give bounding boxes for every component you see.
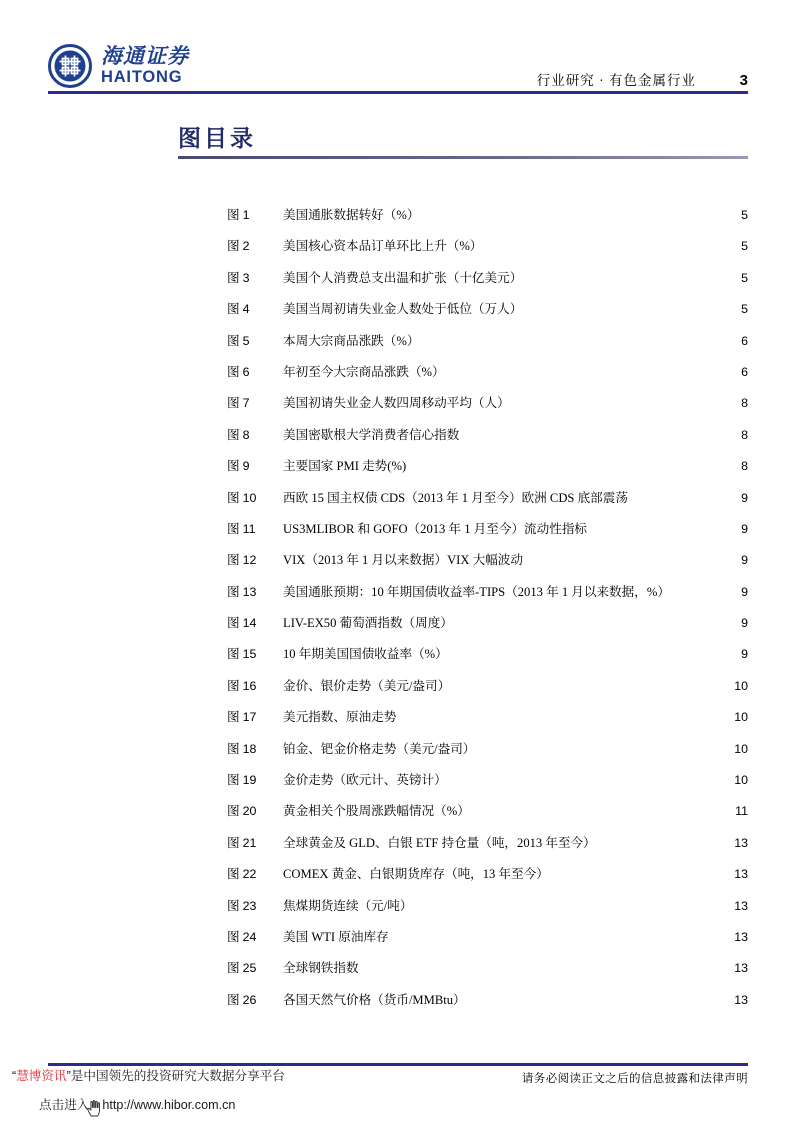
toc-entry[interactable] <box>227 545 748 576</box>
footer-watermark <box>12 1070 285 1114</box>
toc-figure-index: 22 <box>242 867 257 882</box>
toc-entry[interactable] <box>227 796 748 827</box>
toc-page-number: 9 <box>741 584 748 599</box>
watermark-brand: 慧博资讯 <box>16 1069 67 1083</box>
toc-figure-index: 19 <box>242 773 257 788</box>
toc-figure-prefix: 图 <box>227 678 240 693</box>
toc-page-number: 9 <box>741 647 748 662</box>
toc-page-number: 13 <box>734 961 748 976</box>
toc-page-number: 10 <box>734 710 748 725</box>
toc-page-number: 5 <box>741 270 748 285</box>
toc-entry-label: 美国个人消费总支出温和扩张（十亿美元） <box>283 270 523 285</box>
toc-entry-label: 铂金、钯金价格走势（美元/盎司） <box>283 741 476 756</box>
watermark-cta-label: 点击进入 <box>39 1097 90 1112</box>
logo-english-name: HAITONG <box>101 68 183 87</box>
toc-leader-dots <box>599 834 732 847</box>
toc-leader-dots <box>456 614 732 627</box>
toc-page-number: 9 <box>741 490 748 505</box>
watermark-quote-close: ” <box>66 1069 71 1083</box>
toc-entry[interactable] <box>227 765 748 796</box>
header-page-number: 3 <box>739 72 748 89</box>
toc-leader-dots <box>473 803 732 816</box>
toc-figure-prefix: 图 <box>227 992 240 1007</box>
toc-figure-index: 14 <box>242 616 257 631</box>
toc-figure-prefix: 图 <box>227 835 240 850</box>
toc-entry-label: 年初至今大宗商品涨跌（%） <box>283 364 445 379</box>
toc-figure-index: 3 <box>242 270 250 285</box>
toc-page-number: 13 <box>734 835 748 850</box>
toc-leader-dots <box>513 395 732 408</box>
toc-figure-index: 6 <box>242 364 250 379</box>
toc-leader-dots <box>590 520 732 533</box>
toc-entry[interactable] <box>227 326 748 357</box>
toc-figure-index: 18 <box>242 741 257 756</box>
toc-figure-number <box>227 420 283 451</box>
toc-entry[interactable] <box>227 859 748 890</box>
toc-figure-number <box>227 200 283 231</box>
toc-entry[interactable] <box>227 702 748 733</box>
toc-figure-index: 17 <box>242 710 257 725</box>
toc-figure-prefix: 图 <box>227 333 240 348</box>
toc-figure-number <box>227 953 283 984</box>
toc-title-block <box>178 126 748 159</box>
toc-figure-prefix: 图 <box>227 427 240 442</box>
toc-entry[interactable] <box>227 985 748 1016</box>
toc-figure-number <box>227 263 283 294</box>
toc-figure-number <box>227 577 283 608</box>
toc-entry-label: 本周大宗商品涨跌（%） <box>283 333 420 348</box>
toc-figure-prefix: 图 <box>227 553 240 568</box>
footer-disclaimer: 请务必阅读正文之后的信息披露和法律声明 <box>521 1073 748 1085</box>
toc-entry-label: VIX（2013 年 1 月以来数据）VIX 大幅波动 <box>283 553 523 568</box>
toc-figure-index: 16 <box>242 678 257 693</box>
toc-entry-label: 美国通胀预期：10 年期国债收益率-TIPS（2013 年 1 月以来数据，%） <box>283 584 670 599</box>
toc-figure-number <box>227 702 283 733</box>
toc-entry-label: 美国当周初请失业金人数处于低位（万人） <box>283 302 523 317</box>
toc-figure-index: 2 <box>242 239 250 254</box>
toc-page-number: 9 <box>741 616 748 631</box>
toc-leader-dots <box>469 991 732 1004</box>
toc-figure-number <box>227 922 283 953</box>
toc-leader-dots <box>631 489 732 502</box>
toc-figure-number <box>227 828 283 859</box>
toc-figure-number <box>227 483 283 514</box>
toc-entry[interactable] <box>227 231 748 262</box>
title-underline-rule <box>178 156 748 158</box>
toc-leader-dots <box>552 866 732 879</box>
toc-page-number: 11 <box>735 804 748 819</box>
toc-figure-prefix: 图 <box>227 239 240 254</box>
toc-page-number: 8 <box>741 396 748 411</box>
toc-figure-number <box>227 765 283 796</box>
haitong-circular-knot-emblem-icon <box>48 44 92 88</box>
toc-figure-prefix: 图 <box>227 490 240 505</box>
toc-leader-dots <box>525 269 732 282</box>
toc-page-number: 13 <box>734 992 748 1007</box>
toc-entry-label: 金价走势（欧元计、英镑计） <box>283 773 447 788</box>
toc-figure-index: 4 <box>242 302 250 317</box>
toc-figure-index: 20 <box>242 804 257 819</box>
toc-figure-index: 24 <box>242 929 257 944</box>
toc-entry-label: 全球黄金及 GLD、白银 ETF 持仓量（吨，2013 年至今） <box>283 835 596 850</box>
toc-entry-label: LIV-EX50 葡萄酒指数（周度） <box>283 616 453 631</box>
toc-figure-number <box>227 859 283 890</box>
toc-leader-dots <box>415 897 732 910</box>
toc-entry[interactable] <box>227 388 748 419</box>
toc-leader-dots <box>526 552 732 565</box>
toc-entry[interactable] <box>227 828 748 859</box>
toc-entry-label: 美国核心资本品订单环比上升（%） <box>283 239 483 254</box>
toc-page-number: 6 <box>741 364 748 379</box>
toc-leader-dots <box>392 928 732 941</box>
toc-figure-index: 12 <box>242 553 257 568</box>
toc-page-number: 8 <box>741 459 748 474</box>
toc-page-number: 5 <box>741 302 748 317</box>
company-logo <box>48 44 189 88</box>
toc-entry[interactable] <box>227 577 748 608</box>
toc-figure-index: 15 <box>242 647 257 662</box>
toc-figure-number <box>227 734 283 765</box>
toc-entry-label: 主要国家 PMI 走势(%) <box>283 459 407 474</box>
toc-leader-dots <box>362 960 732 973</box>
page-title: 图目录 <box>178 126 256 151</box>
toc-figure-prefix: 图 <box>227 961 240 976</box>
toc-figure-number <box>227 639 283 670</box>
toc-figure-index: 13 <box>242 584 257 599</box>
toc-leader-dots <box>453 677 732 690</box>
hand-pointer-icon <box>87 1100 102 1117</box>
toc-figure-number <box>227 357 283 388</box>
toc-figure-number <box>227 608 283 639</box>
toc-entry-label: 各国天然气价格（货币/MMBtu） <box>283 992 466 1007</box>
toc-figure-number <box>227 514 283 545</box>
toc-entry[interactable] <box>227 671 748 702</box>
toc-entry-label: 金价、银价走势（美元/盎司） <box>283 678 451 693</box>
toc-figure-index: 1 <box>242 208 250 222</box>
toc-leader-dots <box>673 583 732 596</box>
footer-divider-rule <box>48 1063 748 1066</box>
watermark-tagline-line <box>12 1070 285 1083</box>
logo-chinese-name: 海通证券 <box>101 44 189 69</box>
watermark-tagline: 是中国领先的投资研究大数据分享平台 <box>70 1069 285 1083</box>
toc-figure-index: 8 <box>242 427 250 442</box>
toc-leader-dots <box>478 740 732 753</box>
toc-entry-label: 美国密歇根大学消费者信心指数 <box>283 427 460 442</box>
toc-page-number: 8 <box>741 427 748 442</box>
toc-leader-dots <box>450 771 732 784</box>
toc-entry-label: 黄金相关个股周涨跌幅情况（%） <box>283 804 470 819</box>
toc-entry-label: 美元指数、原油走势 <box>283 710 397 725</box>
toc-figure-prefix: 图 <box>227 459 240 474</box>
toc-page-number: 6 <box>741 333 748 348</box>
toc-figure-number <box>227 326 283 357</box>
toc-figure-number <box>227 891 283 922</box>
toc-entry[interactable] <box>227 451 748 482</box>
toc-figure-prefix: 图 <box>227 616 240 631</box>
toc-entry-label: COMEX 黄金、白银期货库存（吨，13 年至今） <box>283 867 549 882</box>
toc-figure-prefix: 图 <box>227 270 240 285</box>
toc-leader-dots <box>409 458 732 471</box>
toc-entry[interactable] <box>227 357 748 388</box>
toc-figure-prefix: 图 <box>227 741 240 756</box>
toc-figure-prefix: 图 <box>227 804 240 819</box>
toc-figure-number <box>227 451 283 482</box>
toc-figure-number <box>227 231 283 262</box>
toc-entry[interactable] <box>227 639 748 670</box>
toc-leader-dots <box>485 238 732 251</box>
toc-page-number: 13 <box>734 867 748 882</box>
toc-figure-number <box>227 294 283 325</box>
toc-leader-dots <box>462 426 732 439</box>
toc-figure-prefix: 图 <box>227 521 240 536</box>
toc-figure-prefix: 图 <box>227 364 240 379</box>
header-divider-rule <box>48 91 748 94</box>
toc-entry[interactable] <box>227 483 748 514</box>
header-right-group <box>537 69 748 89</box>
toc-leader-dots <box>448 363 732 376</box>
toc-leader-dots <box>451 646 732 659</box>
toc-page-number: 5 <box>741 208 748 222</box>
toc-entry[interactable] <box>227 891 748 922</box>
toc-entry-label: 焦煤期货连续（元/吨） <box>283 898 413 913</box>
toc-entry[interactable] <box>227 200 748 231</box>
toc-entry[interactable] <box>227 514 748 545</box>
figure-toc-list <box>227 200 748 1016</box>
toc-entry-label: 10 年期美国国债收益率（%） <box>283 647 448 662</box>
page-header <box>0 0 793 100</box>
toc-page-number: 9 <box>741 553 748 568</box>
toc-figure-prefix: 图 <box>227 867 240 882</box>
toc-figure-index: 21 <box>242 835 257 850</box>
toc-entry-label: US3MLIBOR 和 GOFO（2013 年 1 月至今）流动性指标 <box>283 521 588 536</box>
toc-figure-number <box>227 388 283 419</box>
toc-leader-dots <box>422 332 732 345</box>
toc-figure-prefix: 图 <box>227 898 240 913</box>
toc-entry-label: 美国通胀数据转好（%） <box>283 208 420 222</box>
toc-figure-index: 7 <box>242 396 250 411</box>
toc-entry[interactable] <box>227 263 748 294</box>
toc-leader-dots <box>525 301 732 314</box>
toc-figure-prefix: 图 <box>227 302 240 317</box>
watermark-url[interactable]: http://www.hibor.com.cn <box>102 1097 236 1112</box>
toc-figure-index: 26 <box>242 992 257 1007</box>
toc-page-number: 10 <box>734 678 748 693</box>
toc-figure-number <box>227 796 283 827</box>
toc-page-number: 13 <box>734 929 748 944</box>
toc-figure-prefix: 图 <box>227 929 240 944</box>
toc-figure-index: 23 <box>242 898 257 913</box>
toc-page-number: 10 <box>734 741 748 756</box>
toc-page-number: 5 <box>741 239 748 254</box>
toc-figure-prefix: 图 <box>227 208 240 222</box>
toc-entry-label: 西欧 15 国主权债 CDS（2013 年 1 月至今）欧洲 CDS 底部震荡 <box>283 490 628 505</box>
watermark-cta-line[interactable] <box>39 1097 285 1114</box>
toc-entry-label: 美国 WTI 原油库存 <box>283 929 389 944</box>
toc-entry[interactable] <box>227 734 748 765</box>
toc-entry[interactable] <box>227 608 748 639</box>
toc-entry-label: 美国初请失业金人数四周移动平均（人） <box>283 396 510 411</box>
toc-figure-prefix: 图 <box>227 773 240 788</box>
toc-figure-index: 10 <box>242 490 257 505</box>
toc-figure-index: 25 <box>242 961 257 976</box>
toc-figure-index: 11 <box>242 521 256 536</box>
toc-leader-dots <box>399 709 732 722</box>
toc-figure-prefix: 图 <box>227 647 240 662</box>
toc-figure-prefix: 图 <box>227 710 240 725</box>
watermark-quote-open: “ <box>12 1069 17 1083</box>
toc-figure-prefix: 图 <box>227 584 240 599</box>
toc-figure-index: 5 <box>242 333 250 348</box>
toc-entry[interactable] <box>227 294 748 325</box>
toc-figure-number <box>227 545 283 576</box>
logo-wordmark <box>101 46 189 86</box>
toc-figure-index: 9 <box>242 459 250 474</box>
toc-figure-prefix: 图 <box>227 396 240 411</box>
toc-entry[interactable] <box>227 953 748 984</box>
toc-page-number: 9 <box>741 521 748 536</box>
toc-entry[interactable] <box>227 420 748 451</box>
toc-figure-number <box>227 985 283 1016</box>
toc-entry[interactable] <box>227 922 748 953</box>
header-breadcrumb-title: 行业研究 · 有色金属行业 <box>536 73 696 88</box>
toc-entry-label: 全球钢铁指数 <box>283 961 359 976</box>
toc-figure-number <box>227 671 283 702</box>
toc-page-number: 10 <box>734 773 748 788</box>
toc-page-number: 13 <box>734 898 748 913</box>
toc-leader-dots <box>422 206 732 219</box>
